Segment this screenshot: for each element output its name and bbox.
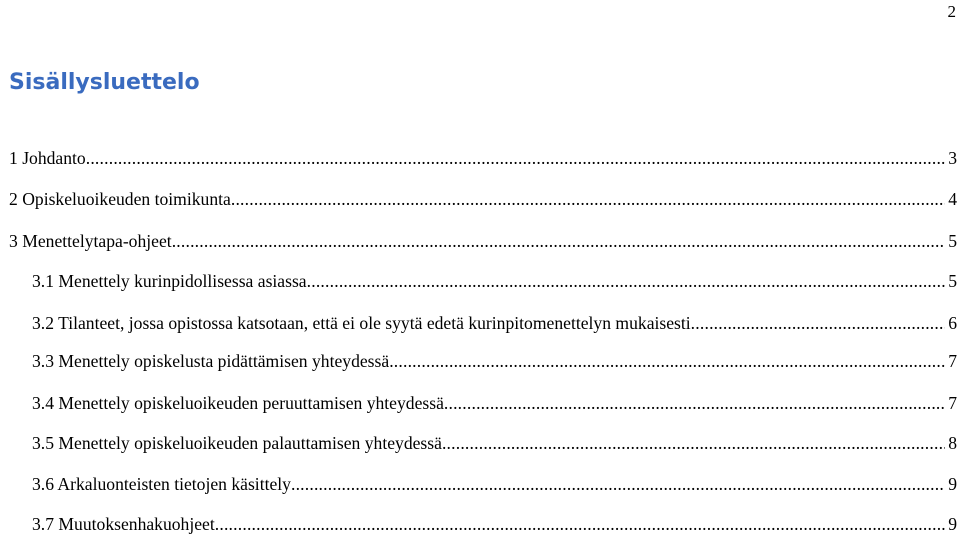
toc-dot-leader bbox=[389, 350, 945, 372]
toc-entry-label: 3 Menettelytapa-ohjeet bbox=[9, 231, 172, 251]
toc-entry-opiskeluoikeuden-toimikunta[interactable] bbox=[9, 188, 957, 210]
toc-entry-johdanto[interactable] bbox=[9, 147, 957, 169]
toc-entry-page: 7 bbox=[948, 351, 957, 371]
toc-entry-page: 4 bbox=[948, 189, 957, 209]
toc-entry-page: 7 bbox=[948, 393, 957, 413]
toc-dot-leader bbox=[86, 147, 945, 169]
toc-dot-leader bbox=[691, 312, 946, 334]
toc-dot-leader bbox=[307, 270, 946, 292]
toc-dot-leader bbox=[231, 188, 945, 210]
toc-entry-3-2[interactable] bbox=[32, 312, 957, 334]
toc-entry-label: 3.6 Arkaluonteisten tietojen käsittely bbox=[32, 474, 291, 494]
toc-dot-leader bbox=[215, 513, 945, 535]
toc-dot-leader bbox=[291, 473, 945, 495]
toc-dot-leader bbox=[442, 432, 945, 454]
toc-entry-page: 6 bbox=[948, 313, 957, 333]
toc-entry-label: 3.7 Muutoksenhakuohjeet bbox=[32, 514, 215, 534]
toc-entry-3-6[interactable] bbox=[32, 473, 957, 495]
page-number: 2 bbox=[947, 2, 956, 21]
toc-entry-3-5[interactable] bbox=[32, 432, 957, 454]
toc-entry-label: 3.2 Tilanteet, jossa opistossa katsotaan, että ei ole syytä edetä kurinpitomenettelyn mukaisesti bbox=[32, 313, 691, 333]
toc-entry-3-3[interactable] bbox=[32, 350, 957, 372]
toc-entry-page: 9 bbox=[948, 474, 957, 494]
toc-title: Sisällysluettelo bbox=[9, 70, 200, 95]
toc-entry-menettelytapa-ohjeet[interactable] bbox=[9, 230, 957, 252]
toc-entry-label: 3.4 Menettely opiskeluoikeuden peruuttamisen yhteydessä bbox=[32, 393, 444, 413]
toc-entry-page: 5 bbox=[948, 271, 957, 291]
toc-entry-label: 3.3 Menettely opiskelusta pidättämisen yhteydessä bbox=[32, 351, 390, 371]
toc-entry-3-7[interactable] bbox=[32, 513, 957, 535]
toc-entry-page: 5 bbox=[948, 231, 957, 251]
toc-entry-label: 3.5 Menettely opiskeluoikeuden palauttamisen yhteydessä bbox=[32, 433, 442, 453]
toc-entry-page: 8 bbox=[948, 433, 957, 453]
toc-entry-label: 1 Johdanto bbox=[9, 148, 86, 168]
toc-entry-page: 9 bbox=[948, 514, 957, 534]
toc-dot-leader bbox=[444, 392, 945, 414]
toc-entry-label: 3.1 Menettely kurinpidollisessa asiassa bbox=[32, 271, 307, 291]
toc-entry-3-4[interactable] bbox=[32, 392, 957, 414]
toc-entry-label: 2 Opiskeluoikeuden toimikunta bbox=[9, 189, 231, 209]
toc-dot-leader bbox=[172, 230, 946, 252]
toc-entry-page: 3 bbox=[948, 148, 957, 168]
toc-entry-3-1[interactable] bbox=[32, 270, 957, 292]
